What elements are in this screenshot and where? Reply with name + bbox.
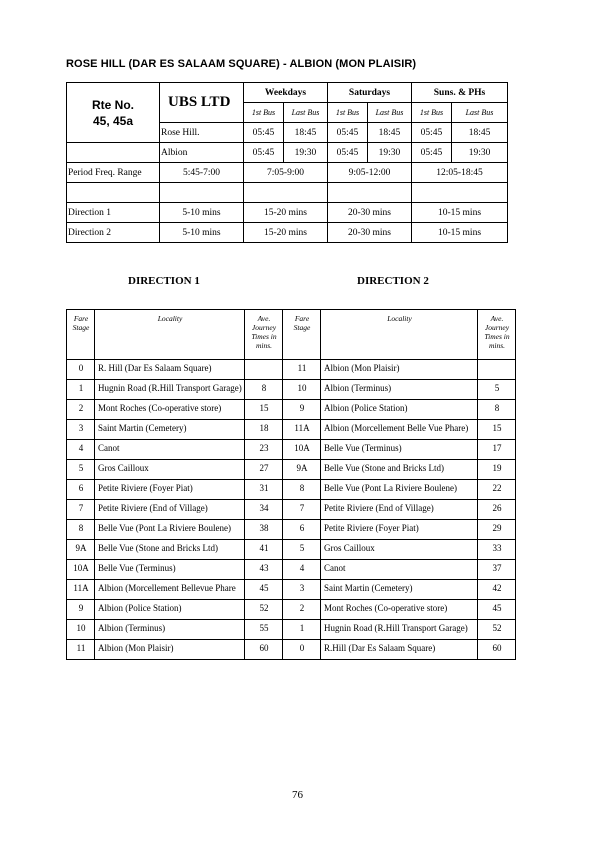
locality-cell: Mont Roches (Co-operative store) xyxy=(321,600,478,620)
journey-time-cell: 5 xyxy=(478,380,516,400)
route-numbers: 45, 45a xyxy=(92,113,134,128)
fare-stage-cell: 8 xyxy=(283,480,321,500)
table-row xyxy=(67,400,516,420)
journey-time-cell: 19 xyxy=(478,460,516,480)
locality-cell: Petite Riviere (Foyer Piat) xyxy=(321,520,478,540)
freq-cell: 20-30 mins xyxy=(328,223,412,243)
direction-label: Direction 1 xyxy=(67,203,160,223)
sub-header: Last Bus xyxy=(368,103,412,123)
locality-cell: Hugnin Road (R.Hill Transport Garage) xyxy=(321,620,478,640)
fare-stage-cell: 9A xyxy=(283,460,321,480)
locality-cell: Belle Vue (Terminus) xyxy=(321,440,478,460)
period-range: 5:45-7:00 xyxy=(160,163,244,183)
table-row xyxy=(67,560,516,580)
locality-cell: R. Hill (Dar Es Salaam Square) xyxy=(95,360,245,380)
time-cell: 19:30 xyxy=(284,143,328,163)
locality-cell: Albion (Morcellement Bellevue Phare xyxy=(95,580,245,600)
direction2-heading: DIRECTION 2 xyxy=(357,275,429,287)
journey-time-cell: 38 xyxy=(245,520,283,540)
table-row xyxy=(67,640,516,660)
fare-stage-cell: 10A xyxy=(67,560,95,580)
table-row xyxy=(67,520,516,540)
fare-stage-cell: 9A xyxy=(67,540,95,560)
sub-header: Last Bus xyxy=(284,103,328,123)
locality-cell: Canot xyxy=(321,560,478,580)
fare-stage-table xyxy=(66,309,516,660)
direction-row xyxy=(67,223,508,243)
journey-time-cell: 8 xyxy=(245,380,283,400)
journey-time-cell: 52 xyxy=(245,600,283,620)
locality-cell: Saint Martin (Cemetery) xyxy=(95,420,245,440)
table-row xyxy=(67,600,516,620)
period-range: 12:05-18:45 xyxy=(412,163,508,183)
table-row xyxy=(67,360,516,380)
direction1-heading: DIRECTION 1 xyxy=(128,275,200,287)
fare-stage-cell: 2 xyxy=(67,400,95,420)
page-number: 76 xyxy=(292,789,303,801)
fare-stage-cell: 4 xyxy=(67,440,95,460)
route-cell-blank xyxy=(67,143,160,163)
fare-stage-cell: 7 xyxy=(283,500,321,520)
table-row xyxy=(67,620,516,640)
sub-header: Last Bus xyxy=(452,103,508,123)
journey-time-cell: 45 xyxy=(478,600,516,620)
blank-cell xyxy=(67,183,160,203)
journey-time-cell: 55 xyxy=(245,620,283,640)
table-row xyxy=(67,460,516,480)
time-cell: 19:30 xyxy=(452,143,508,163)
journey-time-cell: 60 xyxy=(245,640,283,660)
journey-time-header: Ave. Journey Times in mins. xyxy=(245,310,283,360)
place-name: Albion xyxy=(160,143,244,163)
fare-stage-header: Fare Stage xyxy=(67,310,95,360)
journey-time-cell: 26 xyxy=(478,500,516,520)
blank-cell xyxy=(244,183,328,203)
table-row xyxy=(67,440,516,460)
journey-time-cell: 33 xyxy=(478,540,516,560)
locality-cell: Petite Riviere (Foyer Piat) xyxy=(95,480,245,500)
journey-time-cell: 8 xyxy=(478,400,516,420)
table-row xyxy=(67,580,516,600)
table-row xyxy=(67,500,516,520)
locality-cell: Albion (Terminus) xyxy=(95,620,245,640)
fare-stage-cell: 5 xyxy=(283,540,321,560)
locality-cell: Albion (Police Station) xyxy=(95,600,245,620)
locality-cell: Saint Martin (Cemetery) xyxy=(321,580,478,600)
fare-stage-cell: 9 xyxy=(67,600,95,620)
freq-cell: 20-30 mins xyxy=(328,203,412,223)
fare-stage-cell: 0 xyxy=(283,640,321,660)
fare-stage-cell: 11 xyxy=(283,360,321,380)
time-cell: 05:45 xyxy=(412,123,452,143)
time-cell: 19:30 xyxy=(368,143,412,163)
fare-stage-cell: 0 xyxy=(67,360,95,380)
journey-time-cell: 52 xyxy=(478,620,516,640)
journey-time-cell: 42 xyxy=(478,580,516,600)
time-cell: 05:45 xyxy=(244,143,284,163)
journey-time-cell: 18 xyxy=(245,420,283,440)
route-label: Rte No. xyxy=(92,97,134,112)
time-cell: 05:45 xyxy=(328,143,368,163)
schedule-row xyxy=(67,143,508,163)
blank-row xyxy=(67,183,508,203)
table-row xyxy=(67,480,516,500)
freq-cell: 15-20 mins xyxy=(244,203,328,223)
journey-time-cell: 23 xyxy=(245,440,283,460)
freq-cell: 10-15 mins xyxy=(412,203,508,223)
fare-stage-cell: 11 xyxy=(67,640,95,660)
fare-stage-cell: 9 xyxy=(283,400,321,420)
freq-cell: 5-10 mins xyxy=(160,203,244,223)
period-row xyxy=(67,163,508,183)
fare-stage-cell: 6 xyxy=(67,480,95,500)
fare-stage-cell: 10 xyxy=(283,380,321,400)
period-range: 7:05-9:00 xyxy=(244,163,328,183)
fare-stage-cell: 3 xyxy=(67,420,95,440)
fare-stage-cell: 5 xyxy=(67,460,95,480)
route-number-cell xyxy=(67,83,160,143)
locality-cell: Hugnin Road (R.Hill Transport Garage) xyxy=(95,380,245,400)
journey-time-cell: 60 xyxy=(478,640,516,660)
journey-time-header: Ave. Journey Times in mins. xyxy=(478,310,516,360)
saturdays-header: Saturdays xyxy=(328,83,412,103)
freq-cell: 10-15 mins xyxy=(412,223,508,243)
locality-cell: Belle Vue (Terminus) xyxy=(95,560,245,580)
operator-name: UBS LTD xyxy=(160,83,244,123)
journey-time-cell: 15 xyxy=(478,420,516,440)
locality-cell: Gros Cailloux xyxy=(321,540,478,560)
locality-header: Locality xyxy=(321,310,478,360)
journey-time-cell: 22 xyxy=(478,480,516,500)
sundays-header: Suns. & PHs xyxy=(412,83,508,103)
fare-stage-cell: 6 xyxy=(283,520,321,540)
fare-header-row xyxy=(67,310,516,360)
table-row xyxy=(67,380,516,400)
journey-time-cell: 29 xyxy=(478,520,516,540)
locality-cell: Gros Cailloux xyxy=(95,460,245,480)
journey-time-cell: 31 xyxy=(245,480,283,500)
locality-cell: Belle Vue (Stone and Bricks Ltd) xyxy=(95,540,245,560)
journey-time-cell: 37 xyxy=(478,560,516,580)
locality-cell: R.Hill (Dar Es Salaam Square) xyxy=(321,640,478,660)
locality-cell: Petite Riviere (End of Village) xyxy=(95,500,245,520)
journey-time-cell xyxy=(478,360,516,380)
table-row xyxy=(67,540,516,560)
time-cell: 05:45 xyxy=(244,123,284,143)
time-cell: 05:45 xyxy=(328,123,368,143)
locality-header: Locality xyxy=(95,310,245,360)
journey-time-cell: 27 xyxy=(245,460,283,480)
locality-cell: Albion (Terminus) xyxy=(321,380,478,400)
locality-cell: Belle Vue (Stone and Bricks Ltd) xyxy=(321,460,478,480)
locality-cell: Albion (Police Station) xyxy=(321,400,478,420)
blank-cell xyxy=(160,183,244,203)
time-cell: 18:45 xyxy=(284,123,328,143)
sub-header: 1st Bus xyxy=(412,103,452,123)
schedule-table xyxy=(66,82,508,243)
direction-label: Direction 2 xyxy=(67,223,160,243)
time-cell: 05:45 xyxy=(412,143,452,163)
blank-cell xyxy=(412,183,508,203)
period-label: Period Freq. Range xyxy=(67,163,160,183)
fare-stage-cell: 10A xyxy=(283,440,321,460)
fare-stage-cell: 3 xyxy=(283,580,321,600)
fare-stage-cell: 11A xyxy=(67,580,95,600)
journey-time-cell: 34 xyxy=(245,500,283,520)
fare-stage-cell: 2 xyxy=(283,600,321,620)
freq-cell: 15-20 mins xyxy=(244,223,328,243)
time-cell: 18:45 xyxy=(452,123,508,143)
place-name: Rose Hill. xyxy=(160,123,244,143)
fare-stage-cell: 4 xyxy=(283,560,321,580)
locality-cell: Albion (Morcellement Belle Vue Phare) xyxy=(321,420,478,440)
fare-stage-cell: 10 xyxy=(67,620,95,640)
locality-cell: Mont Roches (Co-operative store) xyxy=(95,400,245,420)
journey-time-cell: 17 xyxy=(478,440,516,460)
locality-cell: Petite Riviere (End of Village) xyxy=(321,500,478,520)
fare-stage-cell: 11A xyxy=(283,420,321,440)
page-title: ROSE HILL (DAR ES SALAAM SQUARE) - ALBION (MON PLAISIR) xyxy=(66,58,417,70)
fare-stage-cell: 7 xyxy=(67,500,95,520)
locality-cell: Albion (Mon Plaisir) xyxy=(95,640,245,660)
table-row xyxy=(67,420,516,440)
fare-stage-header: Fare Stage xyxy=(283,310,321,360)
locality-cell: Canot xyxy=(95,440,245,460)
journey-time-cell: 43 xyxy=(245,560,283,580)
freq-cell: 5-10 mins xyxy=(160,223,244,243)
journey-time-cell: 15 xyxy=(245,400,283,420)
weekdays-header: Weekdays xyxy=(244,83,328,103)
fare-stage-cell: 1 xyxy=(67,380,95,400)
fare-stage-cell: 8 xyxy=(67,520,95,540)
locality-cell: Belle Vue (Pont La Riviere Boulene) xyxy=(321,480,478,500)
sub-header: 1st Bus xyxy=(328,103,368,123)
direction-row xyxy=(67,203,508,223)
journey-time-cell xyxy=(245,360,283,380)
locality-cell: Belle Vue (Pont La Riviere Boulene) xyxy=(95,520,245,540)
journey-time-cell: 41 xyxy=(245,540,283,560)
fare-stage-cell: 1 xyxy=(283,620,321,640)
locality-cell: Albion (Mon Plaisir) xyxy=(321,360,478,380)
sub-header: 1st Bus xyxy=(244,103,284,123)
time-cell: 18:45 xyxy=(368,123,412,143)
journey-time-cell: 45 xyxy=(245,580,283,600)
blank-cell xyxy=(328,183,412,203)
period-range: 9:05-12:00 xyxy=(328,163,412,183)
